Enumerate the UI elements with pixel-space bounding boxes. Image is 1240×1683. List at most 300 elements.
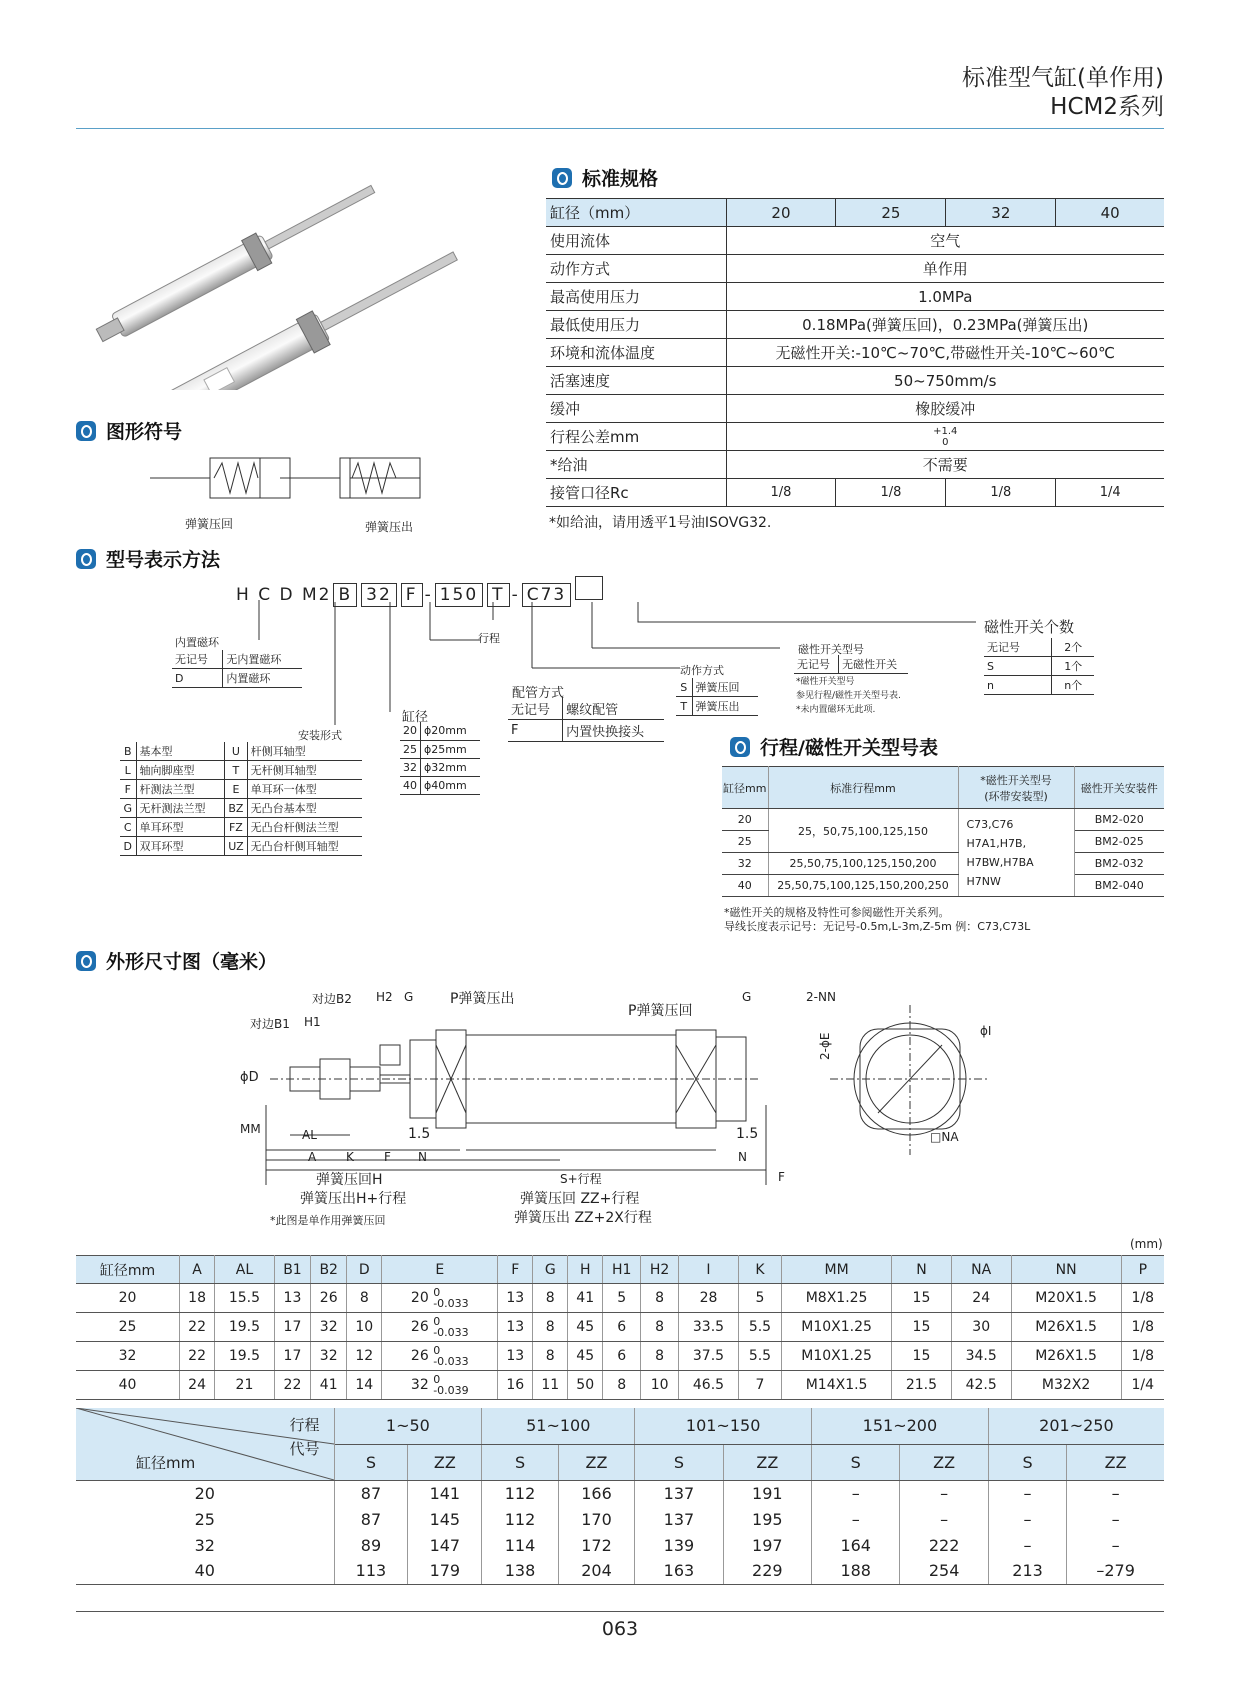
swtype-row — [794, 655, 908, 674]
bore-row — [400, 740, 480, 758]
mount-code: FZ — [225, 818, 247, 837]
tol-lower: -0.033 — [433, 1297, 469, 1310]
stroke-cell: – — [1111, 1535, 1120, 1555]
pipe-row — [508, 720, 664, 742]
corner-bore: 缸径mm — [136, 1454, 196, 1472]
stroke-range: 101~150 — [635, 1408, 812, 1444]
swtype-note: 参见行程/磁性开关型号表. — [796, 691, 901, 701]
spec-value: 50~750mm/s — [726, 367, 1164, 395]
action-row — [676, 697, 758, 716]
swcount-row — [984, 657, 1094, 676]
stroke-cell: – — [988, 1480, 1066, 1506]
col-zz: ZZ — [723, 1444, 811, 1480]
switch-bore: 25 — [722, 831, 768, 853]
code-stroke: 150 — [435, 583, 483, 607]
dim-cell: 50 — [568, 1371, 603, 1400]
spec-label: 缓冲 — [546, 395, 726, 423]
stroke-cell: 137 — [635, 1480, 723, 1506]
stroke-cell: 112 — [482, 1480, 558, 1506]
dim-cell: M10X1.25 — [782, 1342, 892, 1371]
code-dash2: - — [511, 585, 520, 605]
label-h2: H2 — [376, 990, 393, 1004]
col-s: S — [482, 1444, 558, 1480]
label-k: K — [346, 1150, 354, 1164]
swcount-desc: n个 — [1052, 676, 1094, 695]
dim-header: D — [347, 1256, 382, 1284]
spec-label: 动作方式 — [546, 255, 726, 283]
dim-cell: 5 — [603, 1284, 641, 1313]
stroke-cell: – — [988, 1532, 1066, 1558]
swcount-title: 磁性开关个数 — [984, 618, 1075, 636]
bore-desc: ϕ25mm — [421, 740, 481, 758]
code-f: F — [401, 583, 423, 607]
swcount-row — [984, 638, 1094, 657]
pipe-row — [508, 698, 664, 720]
stroke-row — [76, 1506, 1164, 1532]
e-tolerance — [433, 1345, 468, 1367]
stroke-cell: 137 — [635, 1506, 723, 1532]
stroke-header-row — [76, 1408, 1164, 1444]
dim-cell: 45 — [568, 1342, 603, 1371]
mount-row — [120, 761, 362, 780]
dim-cell: 14 — [347, 1371, 382, 1400]
e-tolerance — [433, 1316, 468, 1338]
dim-cell: M26X1.5 — [1011, 1342, 1121, 1371]
bore-desc: ϕ32mm — [421, 758, 481, 776]
label-s: S+行程 — [560, 1172, 602, 1186]
e-value: 26 — [410, 1348, 429, 1364]
col-zz: ZZ — [1067, 1444, 1164, 1480]
spec-label: 接管口径Rc — [546, 479, 726, 507]
header-title: 标准型气缸(单作用) — [962, 65, 1164, 91]
mount-desc: 杆测法兰型 — [136, 780, 225, 799]
code-c: C — [258, 585, 273, 605]
action-row — [676, 678, 758, 697]
dim-cell: 45 — [568, 1313, 603, 1342]
dim-header: NN — [1011, 1256, 1121, 1284]
spec-port: 1/8 — [946, 479, 1056, 507]
switch-models: C73,C76 H7A1,H7B, H7BW,H7BA H7NW — [958, 809, 1074, 897]
stroke-cell: 172 — [558, 1532, 634, 1558]
mount-desc: 无凸台杆侧耳轴型 — [247, 837, 362, 856]
stroke-cell: 145 — [408, 1506, 482, 1532]
product-image — [90, 160, 490, 390]
label-15: 1.5 — [408, 1126, 431, 1142]
dim-row — [76, 1284, 1164, 1313]
spec-size: 20 — [726, 199, 836, 227]
dim-cell-e — [382, 1342, 498, 1371]
switch-fitting: BM2-032 — [1074, 853, 1164, 875]
stroke-row — [76, 1532, 1164, 1558]
e-value: 32 — [410, 1377, 429, 1393]
pipe-code: F — [508, 720, 563, 742]
dim-cell-e — [382, 1313, 498, 1342]
pipe-code: 无记号 — [508, 698, 563, 720]
dim-header: I — [679, 1256, 739, 1284]
mount-code: UZ — [225, 837, 247, 856]
spec-row — [546, 479, 1164, 507]
stroke-bore: 20 — [76, 1480, 334, 1506]
stroke-cell: 195 — [723, 1506, 811, 1532]
dim-cell-e — [382, 1371, 498, 1400]
action-code: S — [676, 678, 692, 697]
tol-lower: -0.033 — [433, 1326, 469, 1339]
spec-row — [546, 451, 1164, 479]
stroke-label: 行程 — [478, 632, 500, 645]
swtype-notes — [796, 675, 901, 717]
spec-tolerance — [726, 423, 1164, 451]
stroke-cell: 113 — [334, 1558, 408, 1584]
section-title: 行程/磁性开关型号表 — [760, 737, 938, 759]
label-15b: 1.5 — [736, 1126, 759, 1142]
dim-header: F — [498, 1256, 533, 1284]
pipe-desc: 内置快换接头 — [563, 720, 664, 742]
col-s: S — [635, 1444, 723, 1480]
symbol-left-label: 弹簧压回 — [185, 517, 234, 531]
dim-header: H — [568, 1256, 603, 1284]
section-title: 外形尺寸图（毫米） — [106, 951, 278, 973]
stroke-cell: 139 — [635, 1532, 723, 1558]
dim-header: AL — [215, 1256, 275, 1284]
tol-upper: 0 — [433, 1344, 441, 1357]
swcount-desc: 1个 — [1052, 657, 1094, 676]
spec-size: 40 — [1056, 199, 1164, 227]
spec-note: *如给油，请用透平1号油ISOVG32. — [549, 515, 772, 531]
dim-cell: 8 — [641, 1284, 679, 1313]
tol-upper: 0 — [433, 1373, 441, 1386]
col-s: S — [812, 1444, 900, 1480]
symbol-diagram — [150, 448, 430, 510]
bore-row — [400, 776, 480, 794]
tol-upper: 0 — [433, 1315, 441, 1328]
mount-code: U — [225, 742, 247, 761]
dim-cell: 1/8 — [1121, 1342, 1164, 1371]
dim-header: E — [382, 1256, 498, 1284]
dim-header: P — [1121, 1256, 1164, 1284]
section-spec — [552, 164, 658, 191]
dim-cell: M8X1.25 — [782, 1284, 892, 1313]
label-phi-i: ϕI — [980, 1024, 992, 1038]
swtype-table — [794, 655, 908, 674]
switch-note: *磁性开关的规格及特性可参阅磁性开关系列。 — [724, 906, 950, 919]
dim-header: B2 — [311, 1256, 347, 1284]
stroke-cell: – — [812, 1506, 900, 1532]
header-subtitle: HCM2系列 — [1050, 94, 1164, 120]
spec-port: 1/8 — [836, 479, 946, 507]
switch-row — [722, 875, 1164, 897]
dim-cell: 33.5 — [679, 1313, 739, 1342]
stroke-cell: 89 — [334, 1532, 408, 1558]
switch-fitting: BM2-040 — [1074, 875, 1164, 897]
spec-row — [546, 227, 1164, 255]
mount-desc: 单耳环型 — [136, 818, 225, 837]
dim-cell: M32X2 — [1011, 1371, 1121, 1400]
mount-row — [120, 742, 362, 761]
bore-row — [400, 722, 480, 740]
label-e: 2-ϕE — [818, 1032, 832, 1060]
dim-cell: 8 — [603, 1371, 641, 1400]
spec-row — [546, 339, 1164, 367]
stroke-cell: 179 — [408, 1558, 482, 1584]
dim-header: N — [892, 1256, 952, 1284]
code-dash: - — [424, 585, 433, 605]
dim-cell: 18 — [180, 1284, 215, 1313]
mount-desc: 杆侧耳轴型 — [247, 742, 362, 761]
switch-bore: 32 — [722, 853, 768, 875]
footer-divider — [76, 1611, 1164, 1612]
dim-cell: 8 — [347, 1284, 382, 1313]
dim-cell: 13 — [498, 1313, 533, 1342]
stroke-cell: 188 — [812, 1558, 900, 1584]
magnet-desc: 内置磁环 — [223, 669, 302, 688]
stroke-bore: 40 — [76, 1558, 334, 1584]
dim-header: MM — [782, 1256, 892, 1284]
dim-cell: 16 — [498, 1371, 533, 1400]
section-model — [76, 545, 220, 572]
code-b: B — [333, 583, 357, 607]
label-a: A — [308, 1150, 317, 1164]
pipe-desc: 螺纹配管 — [563, 698, 664, 720]
dim-header: H1 — [603, 1256, 641, 1284]
col-s: S — [334, 1444, 408, 1480]
dim-cell: 24 — [951, 1284, 1011, 1313]
spec-port: 1/8 — [726, 479, 836, 507]
code-h: H — [236, 585, 251, 605]
dim-cell: 12 — [347, 1342, 382, 1371]
bore-title: 缸径 — [402, 710, 429, 725]
section-icon — [730, 737, 750, 757]
stroke-cell: 138 — [482, 1558, 558, 1584]
dim-cell: 10 — [347, 1313, 382, 1342]
spec-size: 32 — [946, 199, 1056, 227]
stroke-cell: 170 — [558, 1506, 634, 1532]
switch-fitting: BM2-020 — [1074, 809, 1164, 831]
stroke-cell: 222 — [900, 1532, 988, 1558]
dim-cell: 11 — [533, 1371, 568, 1400]
dim-header-row — [76, 1256, 1164, 1284]
stroke-cell: 147 — [408, 1532, 482, 1558]
switch-table — [722, 766, 1164, 897]
dim-cell: 7 — [738, 1371, 781, 1400]
section-icon — [76, 951, 96, 971]
mount-desc: 无凸台杆侧法兰型 — [247, 818, 362, 837]
mount-desc: 双耳环型 — [136, 837, 225, 856]
stroke-range: 151~200 — [812, 1408, 989, 1444]
stroke-range: 1~50 — [334, 1408, 482, 1444]
spec-header-row — [546, 199, 1164, 227]
dim-cell: 15 — [892, 1313, 952, 1342]
dim-cell: 1/8 — [1121, 1284, 1164, 1313]
stroke-cell: 213 — [988, 1558, 1066, 1584]
code-count-box — [575, 576, 603, 600]
swcount-code: n — [984, 676, 1052, 695]
dim-header: H2 — [641, 1256, 679, 1284]
mount-code: C — [120, 818, 136, 837]
dim-header: NA — [951, 1256, 1011, 1284]
spec-label: 活塞速度 — [546, 367, 726, 395]
swcount-table — [984, 638, 1094, 695]
stroke-cell: – — [900, 1506, 988, 1532]
bore-table — [400, 722, 480, 795]
stroke-cell: 163 — [635, 1558, 723, 1584]
stroke-cell: –279 — [1067, 1558, 1164, 1584]
section-icon — [76, 421, 96, 441]
mount-code: E — [225, 780, 247, 799]
label-na: □NA — [930, 1130, 959, 1144]
swcount-leader — [636, 600, 986, 630]
spec-label: 行程公差mm — [546, 423, 726, 451]
action-desc: 弹簧压出 — [692, 697, 758, 716]
stroke-cell: 204 — [558, 1558, 634, 1584]
section-icon — [76, 549, 96, 569]
magnet-row — [172, 669, 302, 688]
dim-header: G — [533, 1256, 568, 1284]
bore-code: 40 — [400, 776, 421, 794]
symbol-right-label: 弹簧压出 — [365, 520, 414, 534]
stroke-cell: – — [900, 1480, 988, 1506]
spec-row — [546, 311, 1164, 339]
dim-cell: 22 — [274, 1371, 310, 1400]
swcount-code: S — [984, 657, 1052, 676]
dim-cell: M20X1.5 — [1011, 1284, 1121, 1313]
spec-value: 无磁性开关:-10℃~70℃,带磁性开关-10℃~60℃ — [726, 339, 1164, 367]
spec-row — [546, 283, 1164, 311]
dim-cell: M10X1.25 — [782, 1313, 892, 1342]
page-header — [962, 64, 1164, 122]
action-code: T — [676, 697, 692, 716]
swtype-note: *未内置磁环无此项. — [796, 705, 876, 715]
e-tolerance — [433, 1374, 468, 1396]
switch-notes — [724, 906, 1030, 934]
dim-cell: 8 — [533, 1313, 568, 1342]
dim-row — [76, 1313, 1164, 1342]
spec-row — [546, 255, 1164, 283]
dim-cell: 32 — [76, 1342, 180, 1371]
dim-cell: 41 — [311, 1371, 347, 1400]
dim-row — [76, 1371, 1164, 1400]
mount-code: L — [120, 761, 136, 780]
dim-cell: 17 — [274, 1313, 310, 1342]
dim-cell: 21 — [215, 1371, 275, 1400]
magnet-title: 内置磁环 — [175, 636, 219, 649]
dim-cell: M26X1.5 — [1011, 1313, 1121, 1342]
switch-stroke: 25,50,75,100,125,150,200,250 — [768, 875, 958, 897]
unit-label: (mm) — [1130, 1237, 1163, 1251]
stroke-cell: – — [988, 1506, 1066, 1532]
spec-row — [546, 395, 1164, 423]
magnet-desc: 无内置磁环 — [223, 650, 302, 669]
label-h-out: 弹簧压出H+行程 — [300, 1191, 407, 1207]
bore-row — [400, 758, 480, 776]
code-bore: 32 — [361, 583, 397, 607]
section-dims — [76, 947, 277, 974]
spec-value: 1.0MPa — [726, 283, 1164, 311]
spec-label: 环境和流体温度 — [546, 339, 726, 367]
label-f2: F — [778, 1170, 785, 1184]
swtype-desc: 无磁性开关 — [839, 655, 908, 674]
mount-desc: 基本型 — [136, 742, 225, 761]
dim-cell: 5.5 — [738, 1313, 781, 1342]
spec-label: *给油 — [546, 451, 726, 479]
dim-header: A — [180, 1256, 215, 1284]
switch-fitting: BM2-025 — [1074, 831, 1164, 853]
stroke-cell: – — [1111, 1509, 1120, 1529]
dim-cell: 28 — [679, 1284, 739, 1313]
label-p-back: P弹簧压回 — [628, 1003, 693, 1019]
e-value: 20 — [410, 1290, 429, 1306]
code-2: 2 — [318, 585, 332, 605]
swcount-desc: 2个 — [1052, 638, 1094, 657]
dim-cell: 15 — [892, 1342, 952, 1371]
dim-cell: 19.5 — [215, 1313, 275, 1342]
drawing-note: *此图是单作用弹簧压回 — [270, 1214, 386, 1227]
stroke-cell: 114 — [482, 1532, 558, 1558]
dim-cell: 13 — [498, 1342, 533, 1371]
tol-upper: 0 — [433, 1286, 441, 1299]
magnet-code: D — [172, 669, 223, 688]
dim-cell: 5.5 — [738, 1342, 781, 1371]
dim-cell: 21.5 — [892, 1371, 952, 1400]
label-b1: 对边B1 — [250, 1017, 290, 1031]
section-icon — [552, 168, 572, 188]
dim-row — [76, 1342, 1164, 1371]
swtype-title: 磁性开关型号 — [798, 643, 864, 656]
dim-cell: 32 — [311, 1342, 347, 1371]
swtype-note: *磁性开关型号 — [796, 677, 855, 687]
dim-cell: 13 — [274, 1284, 310, 1313]
stroke-cell: – — [812, 1480, 900, 1506]
tol-lower: 0 — [942, 436, 949, 448]
mount-code: B — [120, 742, 136, 761]
label-zz-back: 弹簧压回 ZZ+行程 — [520, 1191, 640, 1207]
mount-desc: 轴向脚座型 — [136, 761, 225, 780]
page-number: 063 — [601, 1618, 639, 1640]
switch-stroke: 25,50,75,100,125,150,200 — [768, 853, 958, 875]
label-zz-out: 弹簧压出 ZZ+2X行程 — [514, 1210, 652, 1226]
stroke-cell: 112 — [482, 1506, 558, 1532]
label-h1: H1 — [304, 1015, 321, 1029]
mount-code: BZ — [225, 799, 247, 818]
label-n: N — [418, 1150, 427, 1164]
stroke-cell: 191 — [723, 1480, 811, 1506]
swcount-code: 无记号 — [984, 638, 1052, 657]
code-d: D — [279, 585, 295, 605]
e-tolerance — [433, 1287, 468, 1309]
spec-row — [546, 367, 1164, 395]
spec-size: 25 — [836, 199, 946, 227]
dim-cell: 19.5 — [215, 1342, 275, 1371]
code-m: M — [301, 585, 319, 605]
stroke-cell: 166 — [558, 1480, 634, 1506]
code-switch: C73 — [522, 583, 572, 607]
action-table — [676, 678, 758, 716]
stroke-cell: 141 — [408, 1480, 482, 1506]
dim-cell: 46.5 — [679, 1371, 739, 1400]
spec-row — [546, 423, 1164, 451]
dim-cell: 8 — [533, 1342, 568, 1371]
corner-stroke: 行程 — [289, 1416, 320, 1434]
dim-cell: 42.5 — [951, 1371, 1011, 1400]
spec-header-label: 缸径（mm） — [546, 199, 726, 227]
switch-header-cell: *磁性开关型号 (环带安装型) — [958, 767, 1074, 809]
section-switch — [730, 733, 938, 760]
dim-cell: 8 — [641, 1313, 679, 1342]
mount-row — [120, 780, 362, 799]
action-desc: 弹簧压回 — [692, 678, 758, 697]
swcount-row — [984, 676, 1094, 695]
dim-header: 缸径mm — [76, 1256, 180, 1284]
spec-value: 单作用 — [726, 255, 1164, 283]
